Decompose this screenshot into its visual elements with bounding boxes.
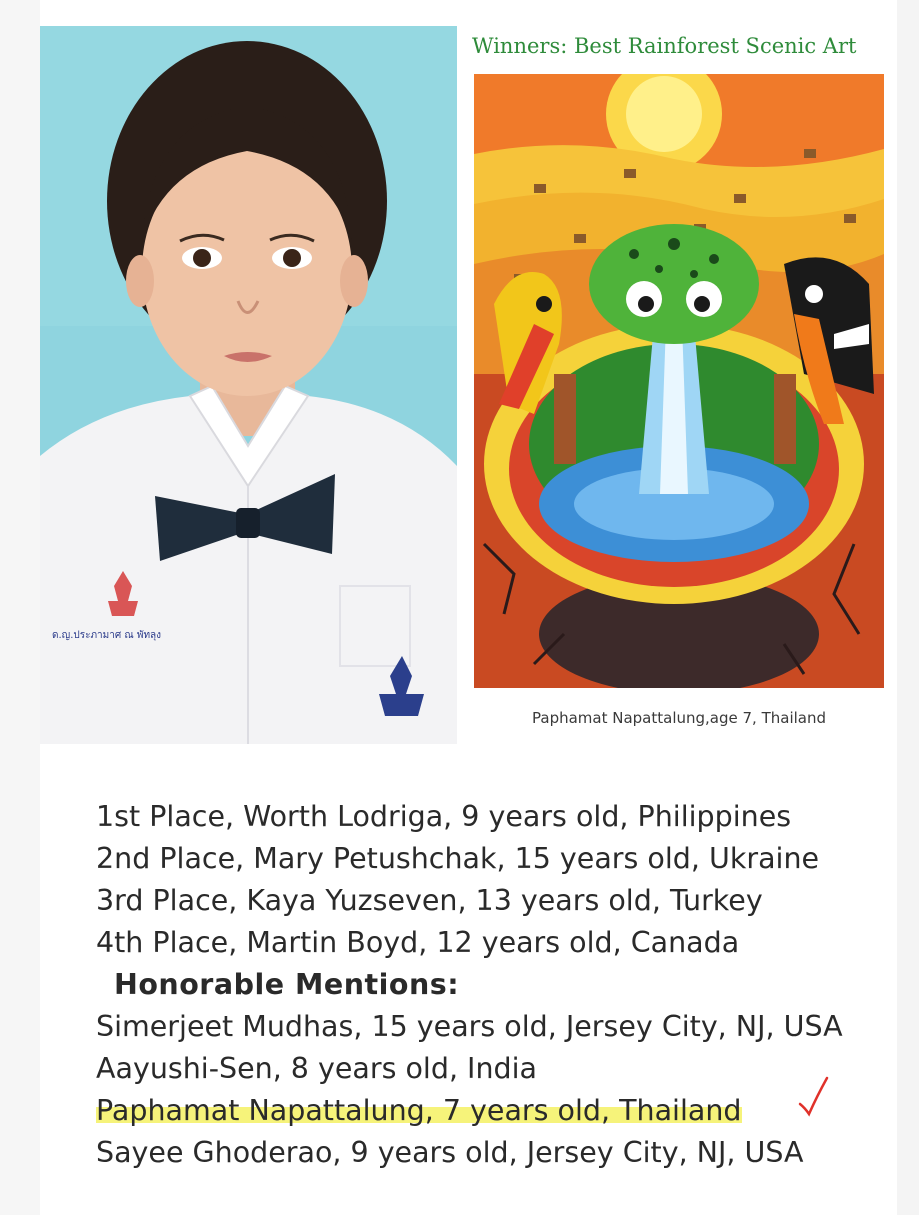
svg-text:ด.ญ.ประภามาศ ณ พัทลุง: ด.ญ.ประภามาศ ณ พัทลุง [52,630,162,641]
red-checkmark-icon [797,1074,833,1120]
artwork-title: Winners: Best Rainforest Scenic Art [472,34,857,58]
honorable-entry-4: Sayee Ghoderao, 9 years old, Jersey City, NJ, USA [96,1136,804,1169]
place-entry-1: 1st Place, Worth Lodriga, 9 years old, Philippines [96,800,792,833]
winners-list [96,796,886,1174]
honorable-entry-3-highlighted [96,1090,886,1132]
rainforest-artwork-image [474,74,884,688]
honorable-entry-1: Simerjeet Mudhas, 15 years old, Jersey City, NJ, USA [96,1010,843,1043]
artwork-caption: Paphamat Napattalung,age 7, Thailand [532,709,826,727]
highlighted-name: Paphamat Napattalung, 7 years old, Thailand [96,1094,742,1127]
honorable-mentions-heading: Honorable Mentions: [114,968,460,1001]
right-margin [897,0,919,1215]
place-entry-2: 2nd Place, Mary Petushchak, 15 years old, Ukraine [96,842,820,875]
place-entry-3: 3rd Place, Kaya Yuzseven, 13 years old, Turkey [96,884,763,917]
left-margin [0,0,40,1215]
child-portrait-photo [40,26,457,744]
honorable-entry-2: Aayushi-Sen, 8 years old, India [96,1052,537,1085]
place-entry-4: 4th Place, Martin Boyd, 12 years old, Canada [96,926,740,959]
